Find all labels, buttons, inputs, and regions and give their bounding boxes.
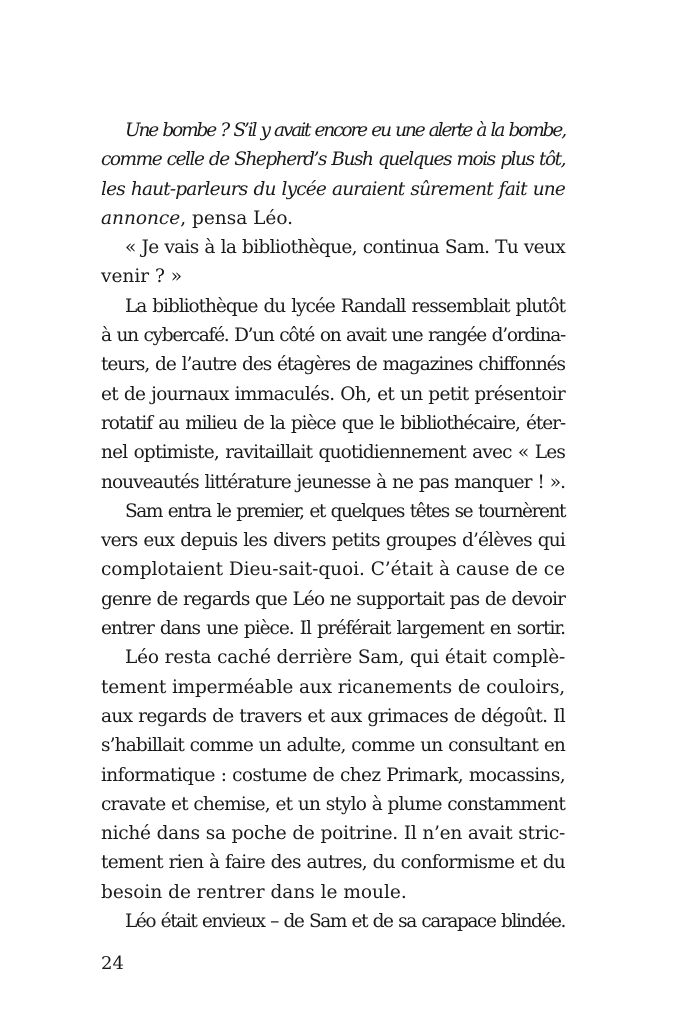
text-line [101, 761, 565, 790]
text-line [101, 731, 565, 760]
text-run: rotatif au milieu de la pièce que le bibliothécaire, éter- [101, 412, 565, 434]
text-run: cravate et chemise, et un stylo à plume constamment [101, 793, 565, 815]
text-run: comme celle de Shepherd’s Bush quelques mois plus tôt, [101, 149, 565, 171]
text-run: besoin de rentrer dans le moule. [101, 881, 407, 903]
text-run: s’habillait comme un adulte, comme un consultant en [101, 735, 565, 757]
text-run: Sam entra le premier, et quelques têtes se tournèrent [125, 500, 565, 522]
text-line [101, 643, 565, 672]
text-run: complotaient Dieu-sait-quoi. C’était à cause de ce [101, 559, 565, 581]
text-run: Léo resta caché derrière Sam, qui était complè- [125, 647, 565, 669]
text-run: et de journaux immaculés. Oh, et un petit présentoir [101, 383, 565, 405]
text-run: les haut-parleurs du lycée auraient sûrement fait une [101, 178, 565, 200]
text-run: nouveautés littérature jeunesse à ne pas manquer ! ». [101, 471, 565, 493]
text-line [101, 790, 565, 819]
text-line [101, 204, 565, 233]
text-line [101, 614, 565, 643]
text-line [101, 116, 565, 145]
text-line [101, 233, 565, 262]
text-run: , pensa Léo. [180, 207, 294, 229]
text-line [101, 526, 565, 555]
text-line [101, 907, 565, 936]
text-run: entrer dans une pièce. Il préférait largement en sortir. [101, 618, 565, 640]
text-line [101, 497, 565, 526]
text-line [101, 878, 565, 907]
text-run: aux regards de travers et aux grimaces de dégoût. Il [101, 705, 565, 727]
text-line [101, 673, 565, 702]
text-run: tement imperméable aux ricanements de couloirs, [101, 676, 565, 698]
text-line [101, 848, 565, 877]
text-run: annonce [101, 207, 181, 229]
text-run: nel optimiste, ravitaillait quotidiennement avec « Les [101, 442, 565, 464]
text-line [101, 350, 565, 379]
text-run: à un cybercafé. D’un côté on avait une rangée d’ordina- [101, 325, 565, 347]
page-number: 24 [101, 953, 124, 974]
text-line [101, 321, 565, 350]
text-run: informatique : costume de chez Primark, mocassins, [101, 764, 565, 786]
text-line [101, 468, 565, 497]
text-line [101, 585, 565, 614]
text-line [101, 409, 565, 438]
text-run: La bibliothèque du lycée Randall ressemblait plutôt [125, 295, 565, 317]
text-line [101, 555, 565, 584]
text-run: niché dans sa poche de poitrine. Il n’en avait stric- [101, 823, 565, 845]
text-run: teurs, de l’autre des étagères de magazines chiffonnés [101, 354, 565, 376]
text-line [101, 145, 565, 174]
text-line [101, 702, 565, 731]
text-run: vers eux depuis les divers petits groupes d’élèves qui [101, 530, 565, 552]
text-run: genre de regards que Léo ne supportait pas de devoir [101, 588, 565, 610]
text-line [101, 819, 565, 848]
text-run: venir ? » [101, 266, 183, 288]
text-run: Une bombe ? S’il y avait encore eu une alerte à la bombe, [125, 120, 565, 141]
text-line [101, 175, 565, 204]
text-line [101, 292, 565, 321]
text-line [101, 380, 565, 409]
text-run: « Je vais à la bibliothèque, continua Sam. Tu veux [125, 237, 565, 259]
text-run: Léo était envieux – de Sam et de sa carapace blindée. [125, 911, 565, 933]
text-line [101, 262, 565, 291]
text-line [101, 438, 565, 467]
body-text [101, 116, 565, 936]
text-run: tement rien à faire des autres, du conformisme et du [101, 852, 565, 874]
